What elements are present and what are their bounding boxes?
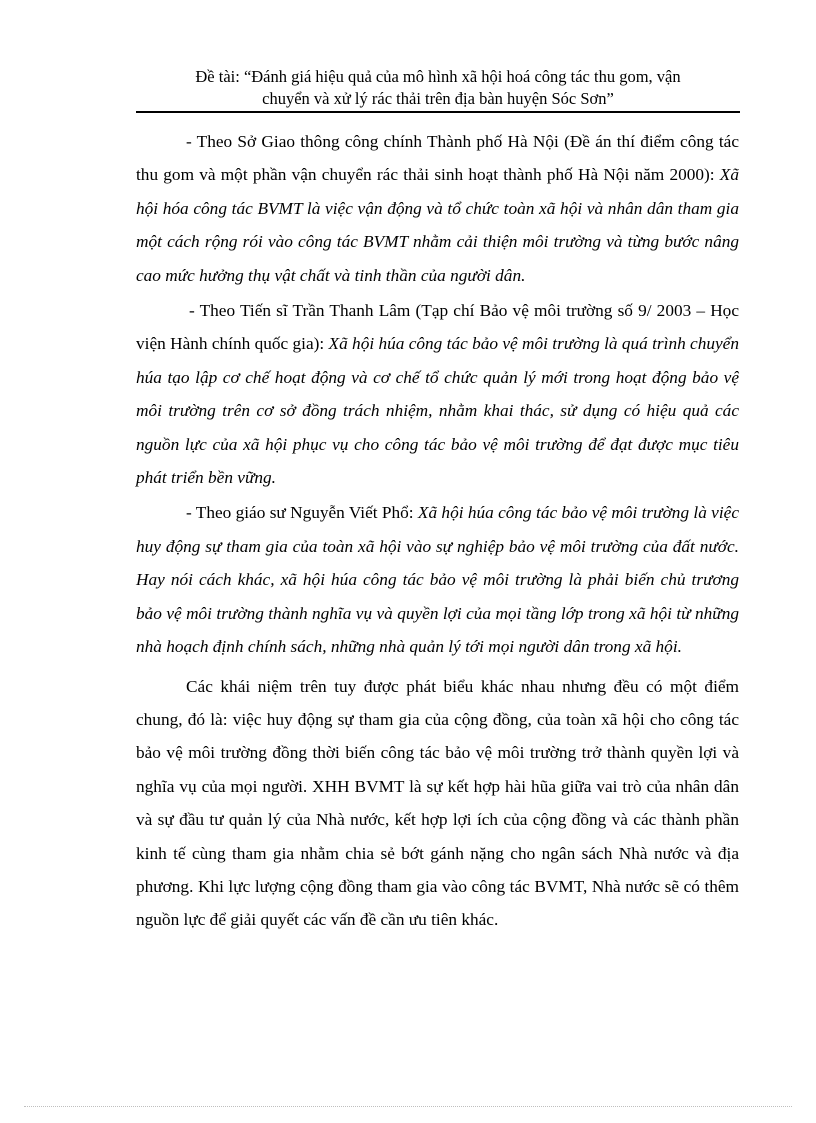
paragraph-definition: Xã hội hóa công tác BVMT là việc vận động và tổ chức toàn xã hội và nhân dân tham gia một cách rộng rói vào công tác BVMT nhằm cải thiện môi trường và từng bước nâng cao mức hưởng thụ vật chất và tinh thần của người dân.: [136, 165, 739, 285]
paragraph-source: - Theo giáo sư Nguyễn Viết Phổ:: [186, 503, 414, 523]
document-body: [136, 125, 739, 939]
paragraph-definition-tran-thanh-lam: [136, 294, 739, 494]
header-title-line-2: chuyển và xử lý rác thải trên địa bàn huyện Sóc Sơn”: [262, 89, 614, 108]
header-title-line-1: Đề tài: “Đánh giá hiệu quả của mô hình xã hội hoá công tác thu gom, vận: [195, 67, 681, 86]
paragraph-source: - Theo Sở Giao thông công chính Thành phố Hà Nội (Đề án thí điểm công tác thu gom và một phần vận chuyển rác thải sinh hoạt thành phố Hà Nội năm 2000):: [136, 132, 739, 185]
paragraph-source: - Theo Tiến sĩ Trần Thanh Lâm (Tạp chí Bảo vệ môi trường số 9/ 2003 – Học viện Hành chính quốc gia):: [136, 301, 739, 354]
paragraph-summary: [136, 670, 739, 937]
document-header: [136, 66, 740, 110]
paragraph-summary-text: Các khái niệm trên tuy được phát biểu khác nhau nhưng đều có một điểm chung, đó là: việc huy động sự tham gia của cộng đồng, của toàn xã hội cho công tác bảo vệ môi trường đồng thời biến công tác bảo vệ môi trường trở thành quyền lợi và nghĩa vụ của mọi người. XHH BVMT là sự kết hợp hài hũa giữa vai trò của nhân dân và sự đầu tư quản lý của Nhà nước, kết hợp lợi ích của cộng đồng và các thành phần kinh tế cùng tham gia nhằm chia sẻ bớt gánh nặng cho ngân sách Nhà nước và địa phương. Khi lực lượng cộng đồng tham gia vào công tác BVMT, Nhà nước sẽ có thêm nguồn lực để giải quyết các vấn đề cần ưu tiên khác.: [136, 676, 739, 930]
page-bottom-divider: [24, 1106, 792, 1107]
paragraph-definition-nguyen-viet-pho: [136, 496, 739, 663]
paragraph-definition: Xã hội húa công tác bảo vệ môi trường là quá trình chuyển húa tạo lập cơ chế hoạt động và cơ chế tổ chức quản lý mới trong hoạt động bảo vệ môi trường trên cơ sở đồng trách nhiệm, nhằm khai thác, sử dụng có hiệu quả các nguồn lực của xã hội phục vụ cho công tác bảo vệ môi trường để đạt được mục tiêu phát triển bền vững.: [136, 334, 739, 488]
header-divider: [136, 111, 740, 113]
paragraph-definition: Xã hội húa công tác bảo vệ môi trường là việc huy động sự tham gia của toàn xã hội vào sự nghiệp bảo vệ môi trường của đất nước. Hay nói cách khác, xã hội húa công tác bảo vệ môi trường là phải biến chủ trương bảo vệ môi trường thành nghĩa vụ và quyền lợi của mọi tầng lớp trong xã hội từ những nhà hoạch định chính sách, những nhà quản lý tới mọi người dân trong xã hội.: [136, 503, 739, 657]
paragraph-definition-transport-department: [136, 125, 739, 292]
